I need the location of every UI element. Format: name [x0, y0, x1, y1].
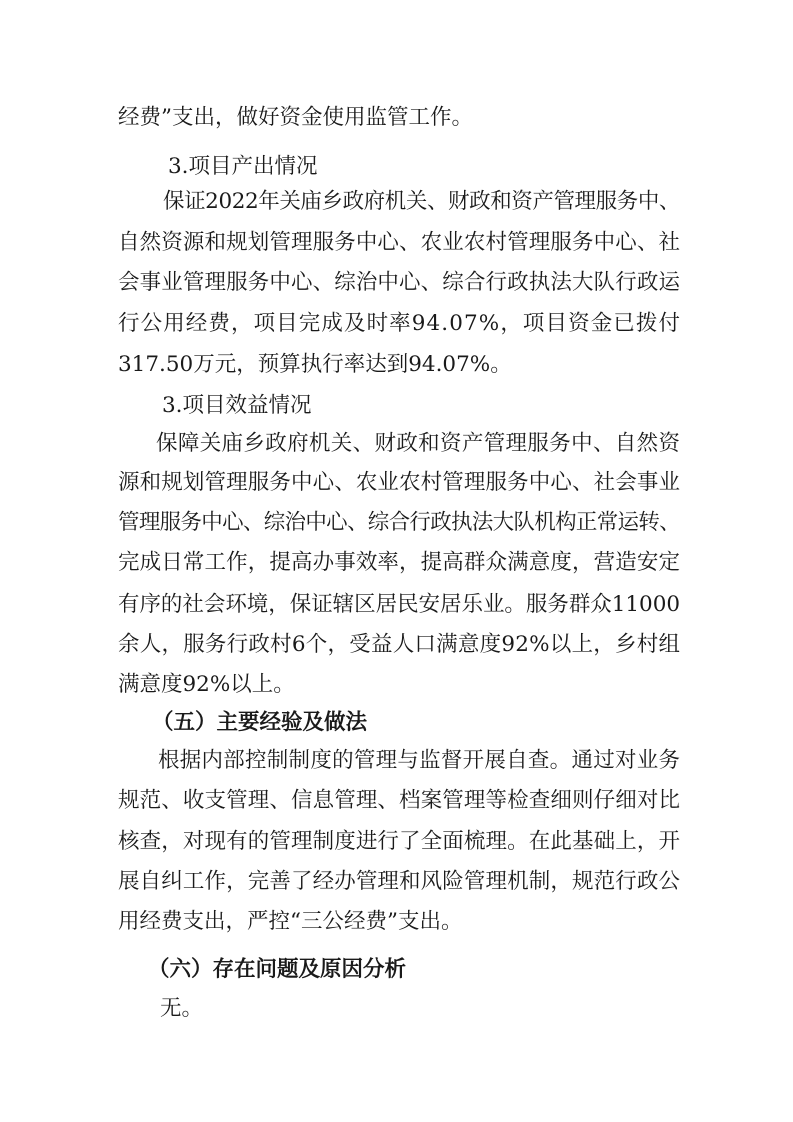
line-text: 规范、收支管理、信息管理、档案管理等检查细则仔细对比 — [118, 788, 681, 813]
text-line — [0, 350, 793, 380]
section-heading — [0, 955, 793, 985]
line-text: 余人，服务行政村6个，受益人口满意度92%以上，乡村组 — [118, 632, 681, 657]
line-text: 源和规划管理服务中心、农业农村管理服务中心、社会事业 — [118, 470, 681, 495]
text-line — [0, 468, 793, 498]
text-line — [0, 827, 793, 857]
text-line — [0, 508, 793, 538]
text-line — [0, 103, 793, 133]
line-text: 无。 — [160, 996, 204, 1021]
line-text: 满意度92%以上。 — [118, 672, 295, 697]
section-heading — [0, 391, 793, 421]
line-text: 用经费支出，严控“三公经费”支出。 — [118, 909, 463, 934]
line-text: 完成日常工作，提高办事效率，提高群众满意度，营造安定 — [118, 550, 681, 575]
text-line — [0, 670, 793, 700]
text-line — [0, 309, 793, 339]
line-text: 展自纠工作，完善了经办管理和风险管理机制，规范行政公 — [118, 869, 681, 894]
text-line — [0, 786, 793, 816]
line-text: 保障关庙乡政府机关、财政和资产管理服务中、自然资 — [156, 431, 681, 456]
section-heading — [0, 708, 793, 738]
line-text: （五）主要经验及做法 — [152, 710, 368, 735]
text-line — [0, 630, 793, 660]
section-heading — [0, 152, 793, 182]
line-text: 核查，对现有的管理制度进行了全面梳理。在此基础上，开 — [118, 829, 681, 854]
text-line — [0, 228, 793, 258]
line-text: 3.项目产出情况 — [168, 154, 318, 179]
text-line — [0, 867, 793, 897]
text-line — [0, 907, 793, 937]
text-line — [0, 590, 793, 620]
line-text: 有序的社会环境，保证辖区居民安居乐业。服务群众11000 — [118, 592, 680, 617]
line-text: 会事业管理服务中心、综治中心、综合行政执法大队行政运 — [118, 270, 681, 295]
text-line — [0, 429, 793, 459]
text-line — [0, 746, 793, 776]
text-line — [0, 187, 793, 217]
line-text: 3.项目效益情况 — [162, 393, 312, 418]
line-text: 自然资源和规划管理服务中心、农业农村管理服务中心、社 — [118, 230, 681, 255]
line-text: 保证2022年关庙乡政府机关、财政和资产管理服务中、 — [163, 189, 680, 214]
text-line — [0, 994, 793, 1024]
line-text: 317.50万元，预算执行率达到94.07%。 — [118, 352, 512, 377]
text-line — [0, 548, 793, 578]
text-line — [0, 268, 793, 298]
line-text: 经费”支出，做好资金使用监管工作。 — [118, 105, 473, 130]
line-text: 管理服务中心、综治中心、综合行政执法大队机构正常运转、 — [118, 510, 680, 535]
line-text: 行公用经费，项目完成及时率94.07%，项目资金已拨付 — [118, 311, 682, 336]
line-text: 根据内部控制制度的管理与监督开展自查。通过对业务 — [158, 748, 681, 773]
line-text: （六）存在问题及原因分析 — [148, 957, 407, 982]
